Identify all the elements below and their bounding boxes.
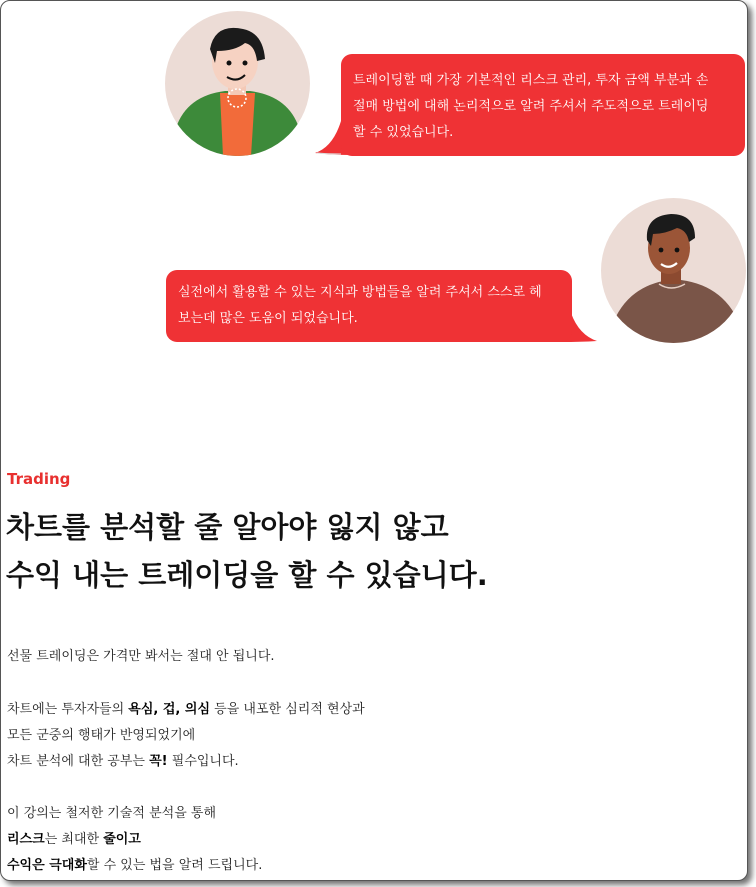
p2-l3-text: 차트 분석에 대한 공부는	[7, 754, 150, 769]
avatar-illustration-1	[165, 11, 310, 156]
avatar-green-jacket	[165, 11, 310, 156]
p2-l3-text-end: 필수입니다.	[167, 754, 239, 769]
paragraph-2-line-3	[7, 749, 365, 775]
paragraph-2-line-2: 모든 군중의 행태가 반영되었기에	[7, 728, 196, 743]
p3-l3-text: 할 수 있는 법을 알려 드립니다.	[86, 858, 263, 873]
testimonial-1-line-2: 절매 방법에 대해 논리적으로 알려 주셔서 주도적으로 트레이딩	[353, 99, 709, 114]
testimonial-2-line-2: 보는데 많은 도움이 되었습니다.	[178, 311, 358, 326]
testimonial-2-line-1: 실전에서 활용할 수 있는 지식과 방법들을 알려 주셔서 스스로 헤	[178, 285, 542, 300]
paragraph-2-line-1	[7, 697, 365, 723]
testimonial-1-line-3: 할 수 있었습니다.	[353, 125, 454, 140]
paragraph-3	[7, 801, 262, 879]
headline-line-1: 차트를 분석할 줄 알아야 잃지 않고	[6, 510, 449, 544]
p3-l2-bold-1: 리스크	[7, 832, 45, 847]
paragraph-1-text: 선물 트레이딩은 가격만 봐서는 절대 안 됩니다.	[7, 649, 275, 664]
p2-l3-bold: 꼭!	[149, 754, 168, 769]
section-label: Trading	[7, 470, 71, 488]
p3-l2-text: 는 최대한	[44, 832, 104, 847]
paragraph-3-line-2	[7, 827, 262, 853]
p3-l2-bold-2: 줄이고	[103, 832, 141, 847]
section-headline	[6, 503, 488, 599]
paragraph-3-line-3	[7, 853, 262, 879]
p3-l3-bold: 수익은 극대화	[7, 858, 87, 873]
p2-l1-text-end: 등을 내포한 심리적 현상과	[210, 702, 365, 717]
testimonial-bubble-2	[166, 270, 572, 342]
testimonial-1-line-1: 트레이딩할 때 가장 기본적인 리스크 관리, 투자 금액 부분과 손	[353, 73, 709, 88]
avatar-illustration-2	[601, 198, 746, 343]
p2-l1-text: 차트에는 투자자들의	[7, 702, 129, 717]
testimonial-bubble-1	[341, 54, 745, 156]
paragraph-2	[7, 697, 365, 775]
paragraph-1	[7, 644, 275, 670]
headline-line-2: 수익 내는 트레이딩을 할 수 있습니다.	[6, 558, 488, 592]
paragraph-3-line-1: 이 강의는 철저한 기술적 분석을 통해	[7, 806, 217, 821]
avatar-brown-shirt	[601, 198, 746, 343]
p2-l1-bold: 욕심, 겁, 의심	[128, 702, 211, 717]
